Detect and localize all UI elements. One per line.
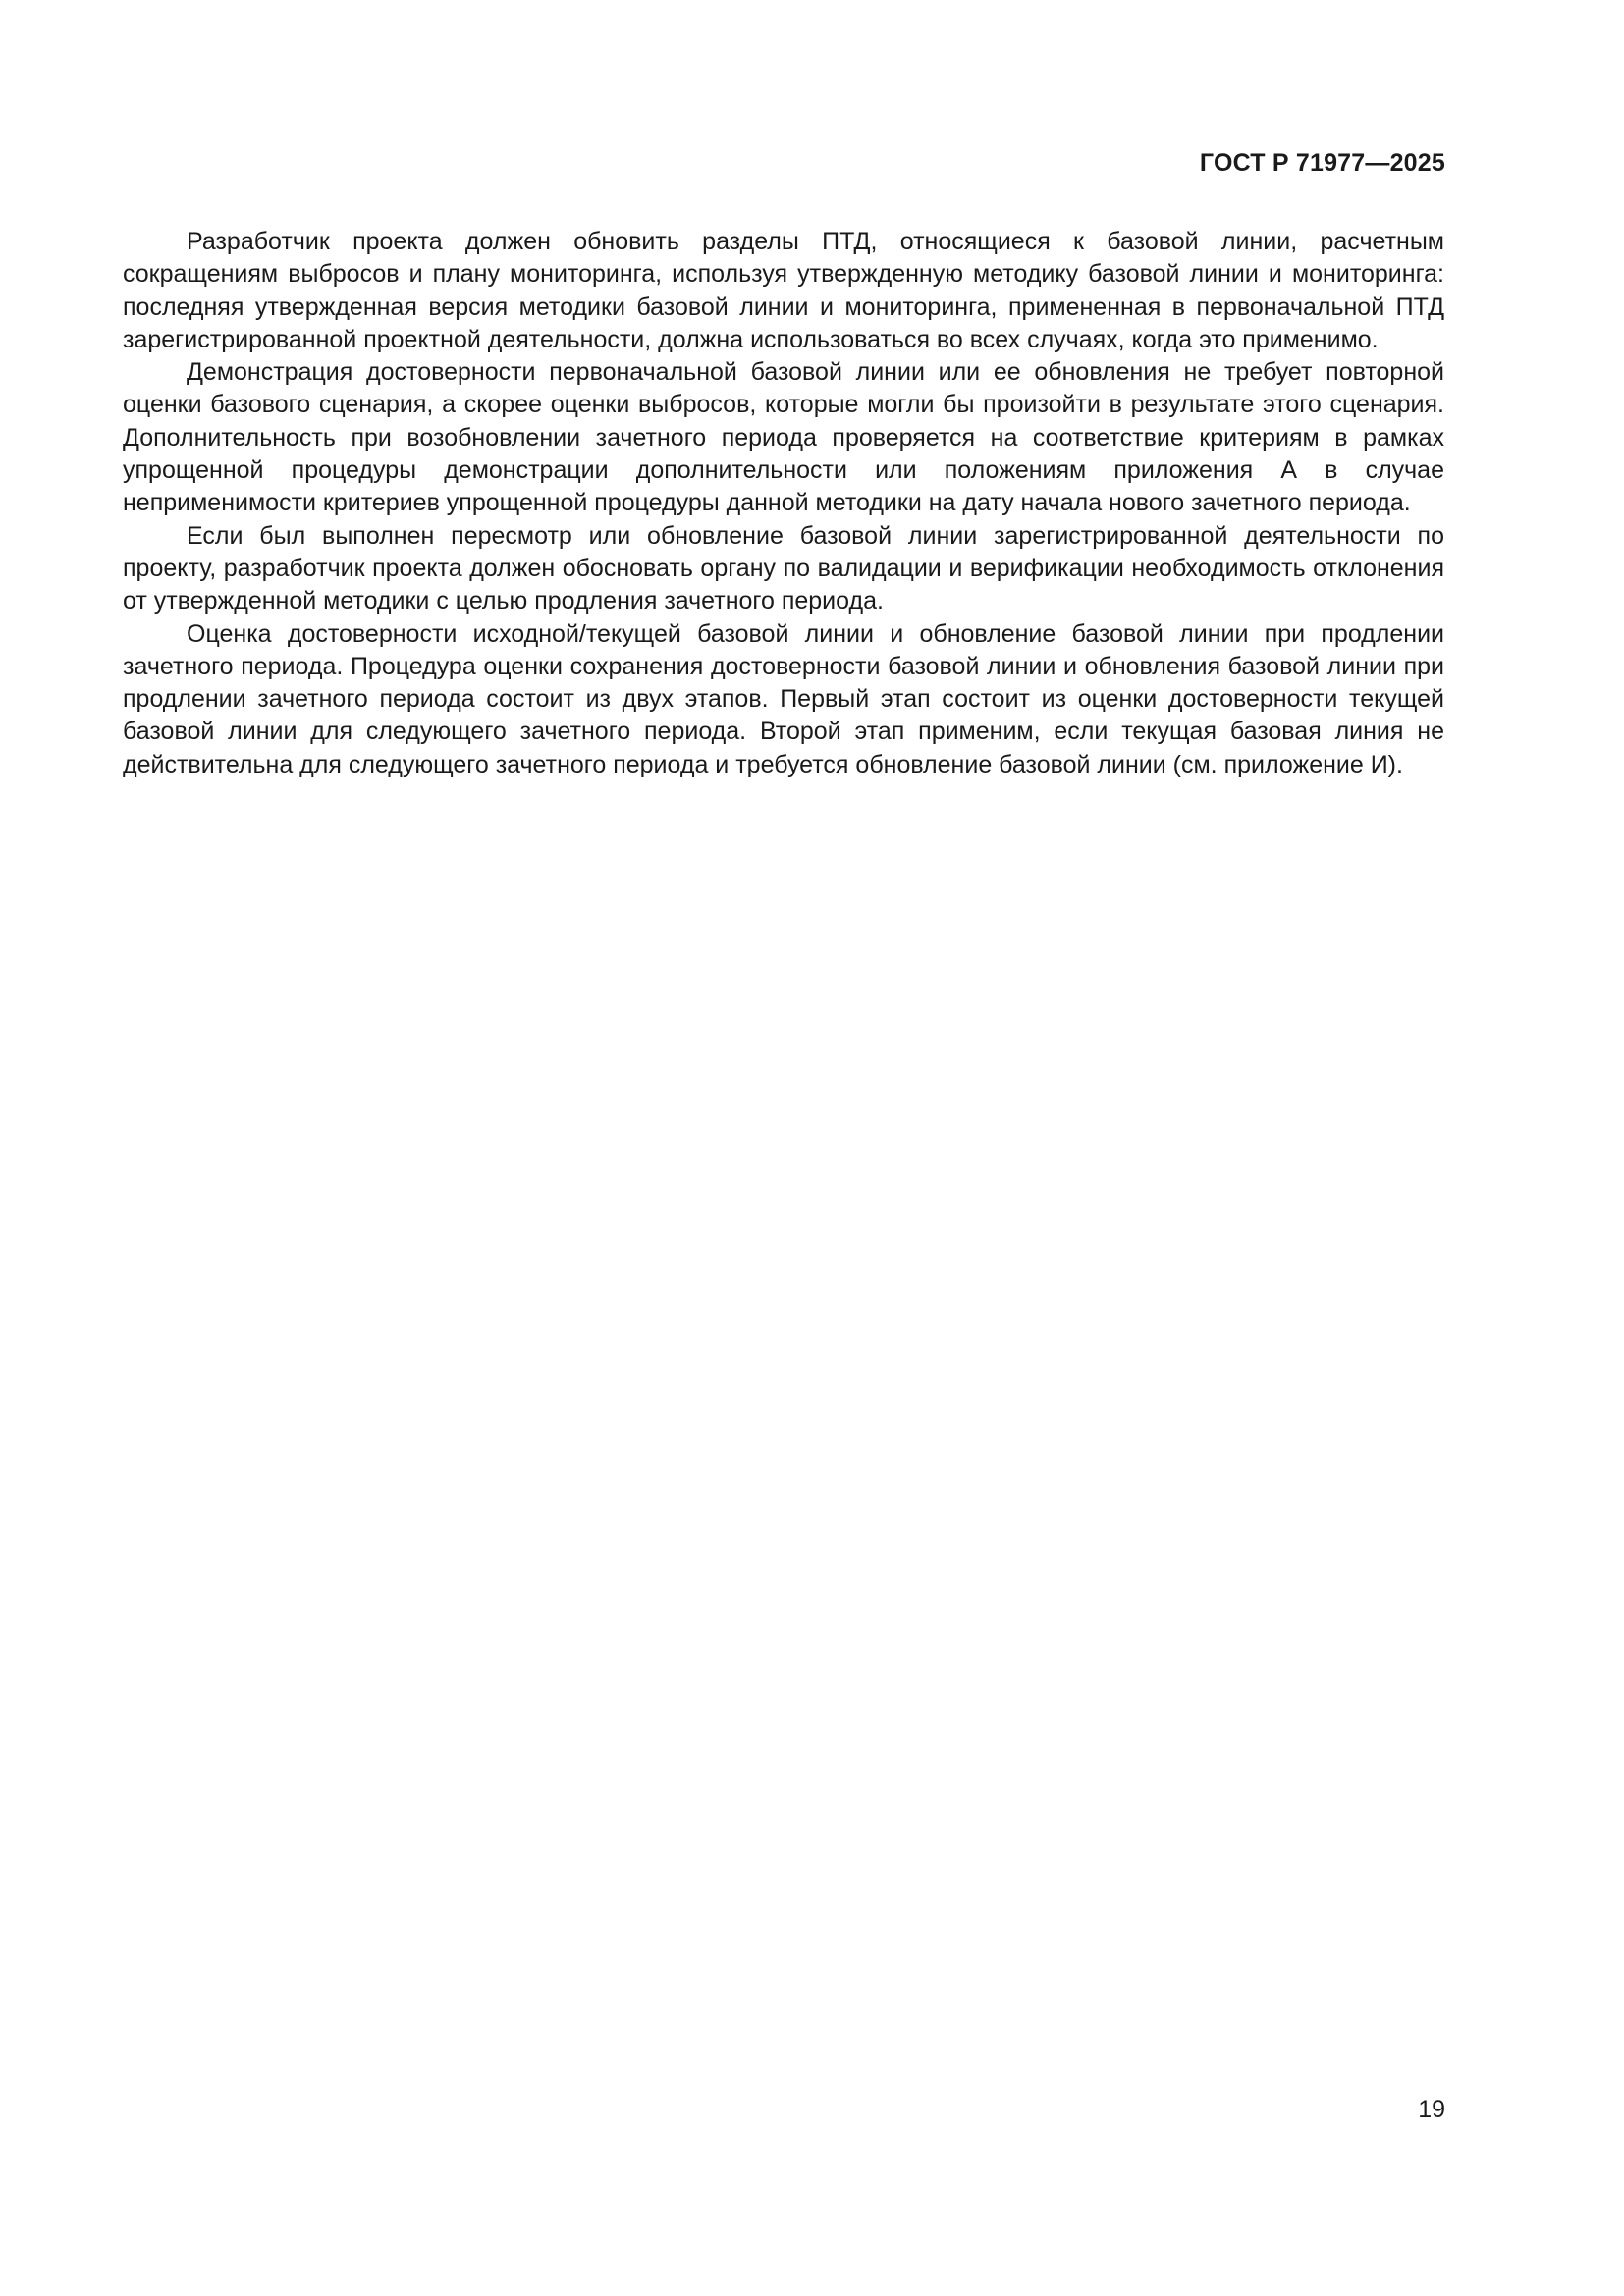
paragraph: Демонстрация достоверности первоначальной базовой линии или ее обновления не требует повторной оценки базового сценария, а скорее оценки выбросов, которые могли бы произойти в результате этого сценария. Дополнительность при возобновлении зачетного периода проверяется на соответствие критериям в рамках упрощенной процедуры демонстрации дополнительности или положениям приложения А в случае неприменимости критериев упрощенной процедуры данной методики на дату начала нового зачетного периода. (123, 358, 1444, 517)
document-standard-id: ГОСТ Р 71977—2025 (1199, 149, 1445, 177)
paragraph: Оценка достоверности исходной/текущей базовой линии и обновление базовой линии при продлении зачетного периода. Процедура оценки сохранения достоверности базовой линии и обновления базовой линии при продлении зачетного периода состоит из двух этапов. Первый этап состоит из оценки достоверности текущей базовой линии для следующего зачетного периода. Второй этап применим, если текущая базовая линия не действительна для следующего зачетного периода и требуется обновление базовой линии (см. приложение И). (123, 619, 1444, 778)
document-body (123, 226, 1444, 781)
paragraph: Разработчик проекта должен обновить разделы ПТД, относящиеся к базовой линии, расчетным сокращениям выбросов и плану мониторинга, используя утвержденную методику базовой линии и мониторинга: последняя утвержденная версия методики базовой линии и мониторинга, примененная в первоначальной ПТД зарегистрированной проектной деятельности, должна использоваться во всех случаях, когда это применимо. (123, 228, 1444, 353)
paragraph: Если был выполнен пересмотр или обновление базовой линии зарегистрированной деятельности по проекту, разработчик проекта должен обосновать органу по валидации и верификации необходимость отклонения от утвержденной методики с целью продления зачетного периода. (123, 521, 1444, 615)
page-number: 19 (1418, 2096, 1445, 2123)
